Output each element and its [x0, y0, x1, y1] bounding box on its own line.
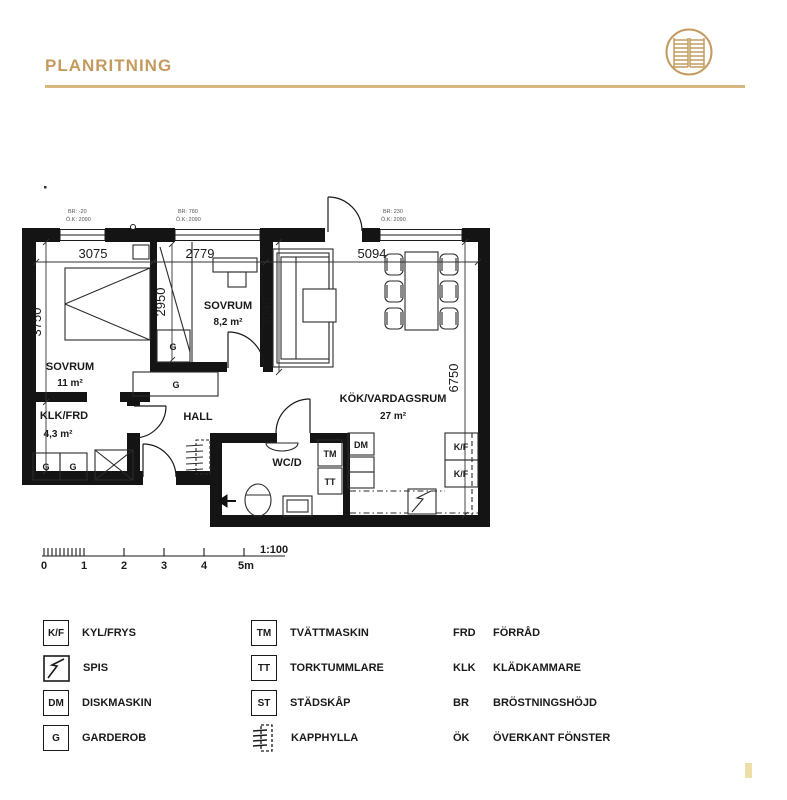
dim-3046: 3046 [259, 297, 274, 327]
legend-row-kylfrys: K/F KYL/FRYS [43, 620, 251, 646]
room-sovrum1-name: SOVRUM [45, 361, 95, 373]
tm-symbol: TM [251, 620, 277, 646]
wcd-door-swing [276, 399, 310, 433]
svg-text:BR: 780: BR: 780 [178, 209, 198, 215]
legend-row-torktummlare: TT TORKTUMMLARE [251, 655, 453, 681]
room-hall-name: HALL [183, 411, 213, 423]
label-g-hall: G [172, 380, 180, 390]
label-g-klk1: G [42, 462, 50, 472]
sovrum2-door-swing [228, 332, 264, 368]
legend-row-overkant-fonster: ÖK ÖVERKANT FÖNSTER [453, 732, 611, 744]
scale-5m: 5m [238, 560, 254, 572]
legend-row-brostningshojd: BR BRÖSTNINGSHÖJD [453, 697, 597, 709]
kapphylla-icon [251, 725, 278, 752]
window-annotations [66, 209, 406, 223]
room-sovrum2-area: 8,2 m² [213, 317, 243, 328]
dim-3750: 3750 [29, 307, 44, 337]
scale-3: 3 [160, 560, 168, 572]
room-sovrum1-area: 11 m² [57, 378, 83, 389]
room-klk-area: 4,3 m² [43, 429, 73, 440]
svg-text:Ö.K: 2090: Ö.K: 2090 [176, 217, 201, 223]
room-kok-name: KÖK/VARDAGSRUM [339, 393, 447, 405]
scale-4: 4 [200, 560, 208, 572]
legend-row-kladkammare: KLK KLÄDKAMMARE [453, 662, 581, 674]
room-klk-name: KLK/FRD [39, 410, 89, 422]
dim-2950: 2950 [153, 287, 168, 317]
dm-symbol: DM [43, 690, 69, 716]
dim-5094: 5094 [357, 246, 387, 261]
kapphylla-symbol [186, 440, 210, 474]
legend-column-1 [43, 620, 251, 760]
legend-row-forrad: FRD FÖRRÅD [453, 627, 541, 639]
scale-bar [42, 548, 285, 556]
room-sovrum2-name: SOVRUM [203, 300, 253, 312]
entry-door-swing [143, 444, 176, 477]
label-g-strip: G [169, 342, 177, 352]
label-tt: TT [324, 477, 336, 487]
desk-chair [228, 272, 246, 287]
print-dot [44, 186, 47, 189]
label-tm: TM [323, 449, 337, 459]
svg-text:Ö.K: 2090: Ö.K: 2090 [66, 217, 91, 223]
spis-icon [43, 655, 70, 682]
svg-text:Ö.K: 2090: Ö.K: 2090 [381, 217, 406, 223]
scale-1: 1 [80, 560, 88, 572]
g-symbol: G [43, 725, 69, 751]
legend-row-spis: SPIS [43, 655, 251, 681]
dim-2779: 2779 [185, 246, 215, 261]
coffee-table [303, 289, 336, 322]
page-title: PLANRITNING [45, 56, 173, 75]
label-dm: DM [354, 440, 368, 450]
legend-row-garderob: G GARDEROB [43, 725, 251, 751]
label-kf1: K/F [453, 442, 469, 452]
legend-row-stadskap: ST STÄDSKÅP [251, 690, 453, 716]
desk [213, 258, 257, 272]
label-g-klk2: G [69, 462, 77, 472]
legend-row-tvattmaskin: TM TVÄTTMASKIN [251, 620, 453, 646]
scale-ratio: 1:100 [260, 544, 289, 556]
dining-table [405, 252, 438, 330]
toilet [245, 484, 271, 516]
spis-box [408, 489, 436, 514]
walls [22, 228, 490, 527]
bed [65, 268, 150, 340]
svg-text:BR: 230: BR: 230 [383, 209, 403, 215]
legend [43, 620, 753, 760]
wall-marker [131, 225, 136, 230]
legend-row-diskmaskin: DM DISKMASKIN [43, 690, 251, 716]
nightstand [133, 245, 149, 259]
room-wcd-name: WC/D [272, 457, 302, 469]
dim-3075: 3075 [78, 246, 108, 261]
balcony-door-swing [328, 197, 362, 231]
svg-text:BR: -20: BR: -20 [68, 209, 87, 215]
st-symbol: ST [251, 690, 277, 716]
room-kok-area: 27 m² [379, 411, 407, 422]
washbasin [266, 443, 298, 451]
scale-2: 2 [120, 560, 128, 572]
legend-column-3 [453, 620, 693, 760]
label-kf2: K/F [453, 469, 469, 479]
spis-zigzag [412, 491, 431, 512]
dining-chairs [385, 254, 458, 329]
legend-row-kapphylla: KAPPHYLLA [251, 725, 453, 751]
kf-symbol: K/F [43, 620, 69, 646]
corner-mark [745, 763, 752, 778]
tt-symbol: TT [251, 655, 277, 681]
scale-0: 0 [40, 560, 48, 572]
legend-column-2 [251, 620, 453, 760]
dim-6750: 6750 [446, 363, 461, 393]
